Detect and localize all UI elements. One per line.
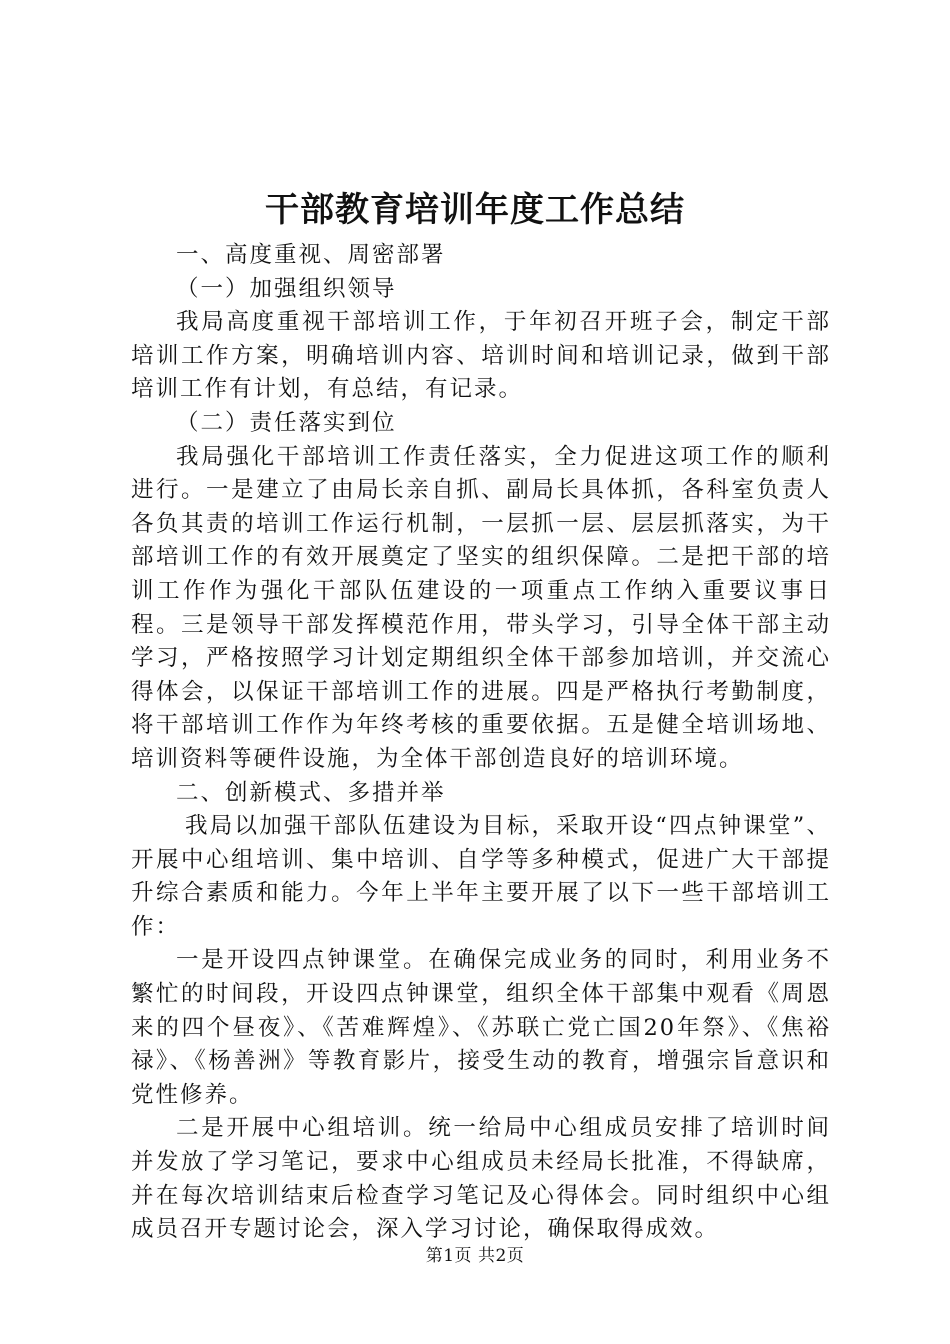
section-heading-2: 二、创新模式、多措并举 (176, 779, 446, 806)
document-body (131, 239, 831, 1247)
subsection-heading-1: （一）加强组织领导 (176, 275, 397, 302)
paragraph-3: 我局以加强干部队伍建设为目标，采取开设“四点钟课堂”、开展中心组培训、集中培训、自学等多种模式，促进广大干部提升综合素质和能力。今年上半年主要开展了以下一些干部培训工作： (131, 813, 831, 940)
paragraph-4: 一是开设四点钟课堂。在确保完成业务的同时，利用业务不繁忙的时间段，开设四点钟课堂，组织全体干部集中观看《周恩来的四个昼夜》、《苦难辉煌》、《苏联亡党亡国20年祭》、《焦裕禄》、《杨善洲》等教育影片，接受生动的教育，增强宗旨意识和党性修养。 (131, 947, 831, 1108)
paragraph-1: 我局高度重视干部培训工作，于年初召开班子会，制定干部培训工作方案，明确培训内容、培训时间和培训记录，做到干部培训工作有计划，有总结，有记录。 (131, 309, 831, 403)
paragraph-5: 二是开展中心组培训。统一给局中心组成员安排了培训时间并发放了学习笔记，要求中心组成员未经局长批准，不得缺席，并在每次培训结束后检查学习笔记及心得体会。同时组织中心组成员召开专题讨论会，深入学习讨论，确保取得成效。 (131, 1115, 831, 1243)
paragraph-2: 我局强化干部培训工作责任落实，全力促进这项工作的顺利进行。一是建立了由局长亲自抓、副局长具体抓，各科室负责人各负其责的培训工作运行机制，一层抓一层、层层抓落实，为干部培训工作的有效开展奠定了坚实的组织保障。二是把干部的培训工作作为强化干部队伍建设的一项重点工作纳入重要议事日程。三是领导干部发挥模范作用，带头学习，引导全体干部主动学习，严格按照学习计划定期组织全体干部参加培训，并交流心得体会，以保证干部培训工作的进展。四是严格执行考勤制度，将干部培训工作作为年终考核的重要依据。五是健全培训场地、培训资料等硬件设施，为全体干部创造良好的培训环境。 (131, 443, 831, 772)
page-footer: 第1页 共2页 (425, 1246, 525, 1266)
subsection-heading-2: （二）责任落实到位 (176, 409, 397, 436)
document-title: 干部教育培训年度工作总结 (265, 190, 685, 230)
section-heading-1: 一、高度重视、周密部署 (176, 242, 446, 268)
